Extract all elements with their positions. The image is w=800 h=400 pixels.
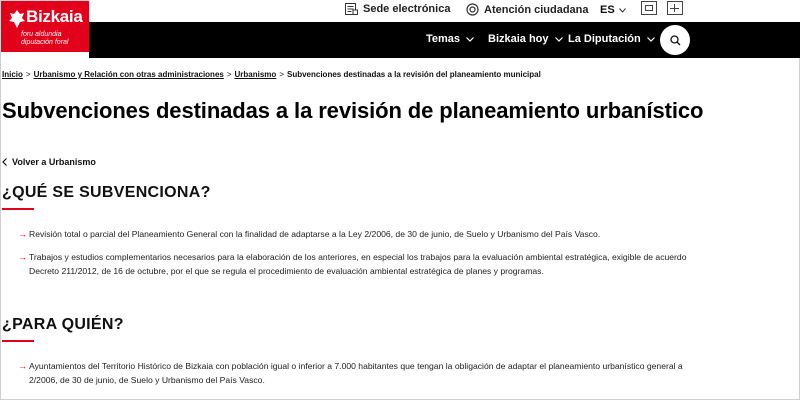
oak-leaf-icon bbox=[8, 9, 26, 29]
search-icon bbox=[670, 35, 681, 46]
search-button[interactable] bbox=[660, 25, 690, 55]
page-title: Subvenciones destinadas a la revisión de planeamiento urbanístico bbox=[2, 98, 704, 123]
chevron-down-icon bbox=[647, 37, 655, 42]
logo-wordmark: Bizkaia bbox=[26, 7, 83, 26]
chevron-down-icon bbox=[619, 8, 626, 13]
arrow-right-icon: → bbox=[18, 229, 27, 239]
main-nav bbox=[89, 22, 800, 58]
arrow-right-icon: → bbox=[18, 361, 27, 371]
chevron-down-icon bbox=[466, 37, 474, 42]
document-icon bbox=[345, 3, 358, 15]
list-item-text: Ayuntamientos del Territorio Histórico de Bizkaia con población igual o inferior a 7.000 habitantes que tengan la obligación de adaptar el planeamiento urbanístico general a bbox=[29, 361, 683, 371]
nav-temas[interactable] bbox=[426, 33, 474, 45]
window-icon[interactable] bbox=[641, 1, 657, 15]
breadcrumb-separator: > bbox=[279, 70, 284, 79]
breadcrumb-separator: > bbox=[25, 70, 31, 79]
breadcrumb-urbanismo-relacion[interactable]: Urbanismo y Relación con otras administraciones bbox=[33, 70, 224, 79]
sede-electronica-label: Sede electrónica bbox=[363, 3, 451, 15]
sede-electronica-link[interactable] bbox=[345, 3, 450, 15]
list-item-text: 2/2006, de 30 de junio, de Suelo y Urbanismo del País Vasco. bbox=[29, 375, 265, 385]
breadcrumb bbox=[2, 70, 541, 79]
breadcrumb-current: Subvenciones destinadas a la revisión del planeamiento municipal bbox=[286, 70, 541, 79]
heading-underline bbox=[2, 340, 34, 342]
chevron-left-icon bbox=[2, 158, 7, 166]
utility-bar bbox=[89, 0, 800, 22]
bizkaia-logo[interactable] bbox=[1, 1, 89, 52]
section-heading-que-se-subvenciona: ¿QUÉ SE SUBVENCIONA? bbox=[2, 184, 211, 201]
fullscreen-icon[interactable] bbox=[667, 1, 683, 15]
lifebuoy-icon bbox=[466, 3, 479, 16]
language-selector[interactable] bbox=[600, 4, 626, 16]
breadcrumb-inicio[interactable]: Inicio bbox=[2, 70, 23, 79]
atencion-ciudadana-label: Atención ciudadana bbox=[484, 3, 589, 16]
back-link-label: Volver a Urbanismo bbox=[12, 157, 96, 167]
section-heading-para-quien: ¿PARA QUIÉN? bbox=[2, 316, 124, 333]
nav-la-diputacion-label: La Diputación bbox=[568, 33, 641, 45]
nav-bizkaia-hoy[interactable] bbox=[488, 33, 563, 45]
breadcrumb-separator: > bbox=[226, 70, 232, 79]
nav-la-diputacion[interactable] bbox=[568, 33, 655, 45]
language-label: ES bbox=[600, 4, 615, 16]
back-link[interactable] bbox=[2, 157, 96, 167]
list-item-text: Trabajos y estudios complementarios necesarios para la elaboración de los anteriores, en especial los trabajos para la evaluación ambiental estratégica, exigible de acuerdo bbox=[29, 252, 687, 262]
nav-temas-label: Temas bbox=[426, 33, 461, 45]
heading-underline bbox=[2, 208, 34, 210]
logo-subtitle-1: foru aldundia bbox=[21, 31, 62, 38]
chevron-down-icon bbox=[555, 37, 563, 42]
arrow-right-icon: → bbox=[18, 252, 27, 262]
list-item-text: Decreto 211/2012, de 16 de octubre, por el que se regula el procedimiento de evaluación ambiental estratégica de planes y programas. bbox=[29, 266, 544, 276]
list-item-text: Revisión total o parcial del Planeamiento General con la finalidad de adaptarse a la Ley 2/2006, de 30 de junio, de Suelo y Urbanismo del País Vasco. bbox=[29, 229, 601, 239]
nav-bizkaia-hoy-label: Bizkaia hoy bbox=[488, 33, 549, 45]
breadcrumb-urbanismo[interactable]: Urbanismo bbox=[234, 70, 277, 79]
atencion-ciudadana-link[interactable] bbox=[466, 3, 589, 16]
logo-subtitle-2: diputación foral bbox=[21, 39, 69, 46]
